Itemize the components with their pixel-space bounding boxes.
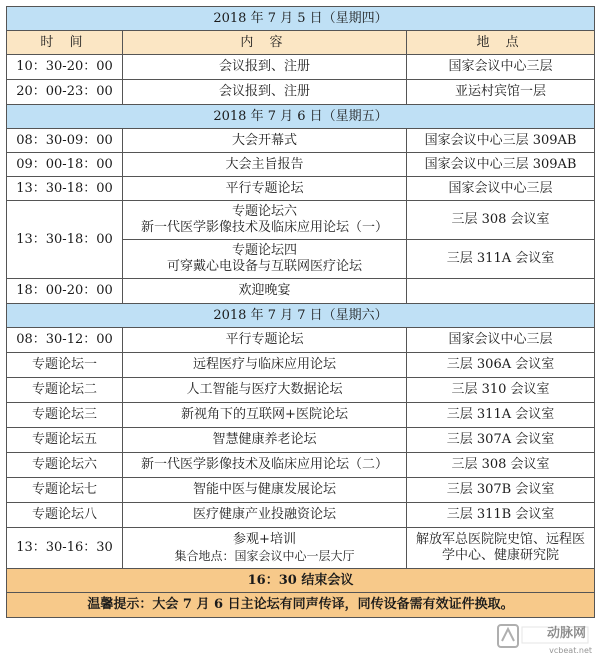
table-row [7, 378, 595, 403]
time-cell: 专题论坛二 [7, 378, 123, 403]
table-row [7, 428, 595, 453]
time-cell: 09：00-18：00 [7, 153, 123, 177]
content-cell [123, 201, 407, 240]
place-cell: 国家会议中心三层 309AB [407, 129, 595, 153]
time-cell: 08：30-12：00 [7, 328, 123, 353]
place-cell: 国家会议中心三层 309AB [407, 153, 595, 177]
forum-title: 可穿戴心电设备与互联网医疗论坛 [166, 259, 362, 274]
column-header-row [7, 31, 595, 55]
place-cell: 三层 311A 会议室 [407, 403, 595, 428]
time-cell: 专题论坛三 [7, 403, 123, 428]
end-row [7, 569, 595, 593]
day1-header-row [7, 7, 595, 31]
content-cell: 大会主旨报告 [123, 153, 407, 177]
place-cell [407, 528, 595, 569]
warm-tip: 温馨提示：大会 7 月 6 日主论坛有同声传译，同传设备需有效证件换取。 [7, 593, 595, 618]
place-cell: 三层 308 会议室 [407, 201, 595, 240]
content-cell: 会议报到、注册 [123, 80, 407, 105]
place-cell: 三层 310 会议室 [407, 378, 595, 403]
place-line: 解放军总医院院史馆、远程医 [416, 532, 586, 547]
col-content-header: 内 容 [123, 31, 407, 55]
content-cell: 会议报到、注册 [123, 55, 407, 80]
table-row [7, 201, 595, 240]
tip-row [7, 593, 595, 618]
content-cell: 远程医疗与临床应用论坛 [123, 353, 407, 378]
table-row [7, 80, 595, 105]
place-line: 学中心、健康研究院 [442, 548, 560, 563]
day1-date-header: 2018 年 7 月 5 日（星期四） [7, 7, 595, 31]
table-row [7, 177, 595, 201]
place-cell: 亚运村宾馆一层 [407, 80, 595, 105]
day2-header-row [7, 105, 595, 129]
time-cell: 13：30-18：00 [7, 177, 123, 201]
watermark-site: vcbeat.net [549, 646, 592, 655]
place-cell: 三层 306A 会议室 [407, 353, 595, 378]
content-cell: 人工智能与医疗大数据论坛 [123, 378, 407, 403]
table-row [7, 353, 595, 378]
table-row [7, 129, 595, 153]
content-cell: 智能中医与健康发展论坛 [123, 478, 407, 503]
time-cell: 专题论坛一 [7, 353, 123, 378]
place-cell: 国家会议中心三层 [407, 177, 595, 201]
place-cell: 三层 311B 会议室 [407, 503, 595, 528]
time-cell: 18：00-20：00 [7, 279, 123, 304]
content-cell [123, 240, 407, 279]
time-cell: 10：30-20：00 [7, 55, 123, 80]
table-row [7, 153, 595, 177]
content-cell: 大会开幕式 [123, 129, 407, 153]
activity-name: 参观+培训 [233, 532, 296, 547]
content-cell: 智慧健康养老论坛 [123, 428, 407, 453]
meeting-point: 集合地点：国家会议中心一层大厅 [174, 549, 355, 563]
table-row [7, 528, 595, 569]
content-cell [123, 528, 407, 569]
day2-date-header: 2018 年 7 月 6 日（星期五） [7, 105, 595, 129]
time-cell: 专题论坛七 [7, 478, 123, 503]
content-cell: 平行专题论坛 [123, 328, 407, 353]
time-cell: 20：00-23：00 [7, 80, 123, 105]
place-cell: 三层 311A 会议室 [407, 240, 595, 279]
table-row [7, 453, 595, 478]
content-cell: 新视角下的互联网+医院论坛 [123, 403, 407, 428]
table-row [7, 55, 595, 80]
forum-title: 新一代医学影像技术及临床应用论坛（一） [140, 220, 388, 235]
place-cell [407, 279, 595, 304]
content-cell: 新一代医学影像技术及临床应用论坛（二） [123, 453, 407, 478]
time-cell: 专题论坛五 [7, 428, 123, 453]
day3-header-row [7, 304, 595, 328]
col-place-header: 地 点 [407, 31, 595, 55]
place-cell: 三层 308 会议室 [407, 453, 595, 478]
table-row [7, 403, 595, 428]
forum-name: 专题论坛四 [231, 243, 297, 258]
table-row [7, 478, 595, 503]
time-cell: 专题论坛八 [7, 503, 123, 528]
table-row [7, 279, 595, 304]
forum-name: 专题论坛六 [231, 204, 297, 219]
watermark-logo-text: 动脉网 [546, 626, 586, 641]
time-cell: 专题论坛六 [7, 453, 123, 478]
end-of-conference: 16：30 结束会议 [7, 569, 595, 593]
time-cell: 13：30-18：00 [7, 201, 123, 279]
table-row [7, 328, 595, 353]
content-cell: 欢迎晚宴 [123, 279, 407, 304]
place-cell: 三层 307A 会议室 [407, 428, 595, 453]
col-time-header: 时 间 [7, 31, 123, 55]
time-cell: 08：30-09：00 [7, 129, 123, 153]
content-cell: 医疗健康产业投融资论坛 [123, 503, 407, 528]
time-cell: 13：30-16：30 [7, 528, 123, 569]
day3-date-header: 2018 年 7 月 7 日（星期六） [7, 304, 595, 328]
table-row [7, 503, 595, 528]
schedule-table [6, 6, 595, 618]
place-cell: 国家会议中心三层 [407, 328, 595, 353]
place-cell: 三层 307B 会议室 [407, 478, 595, 503]
content-cell: 平行专题论坛 [123, 177, 407, 201]
place-cell: 国家会议中心三层 [407, 55, 595, 80]
